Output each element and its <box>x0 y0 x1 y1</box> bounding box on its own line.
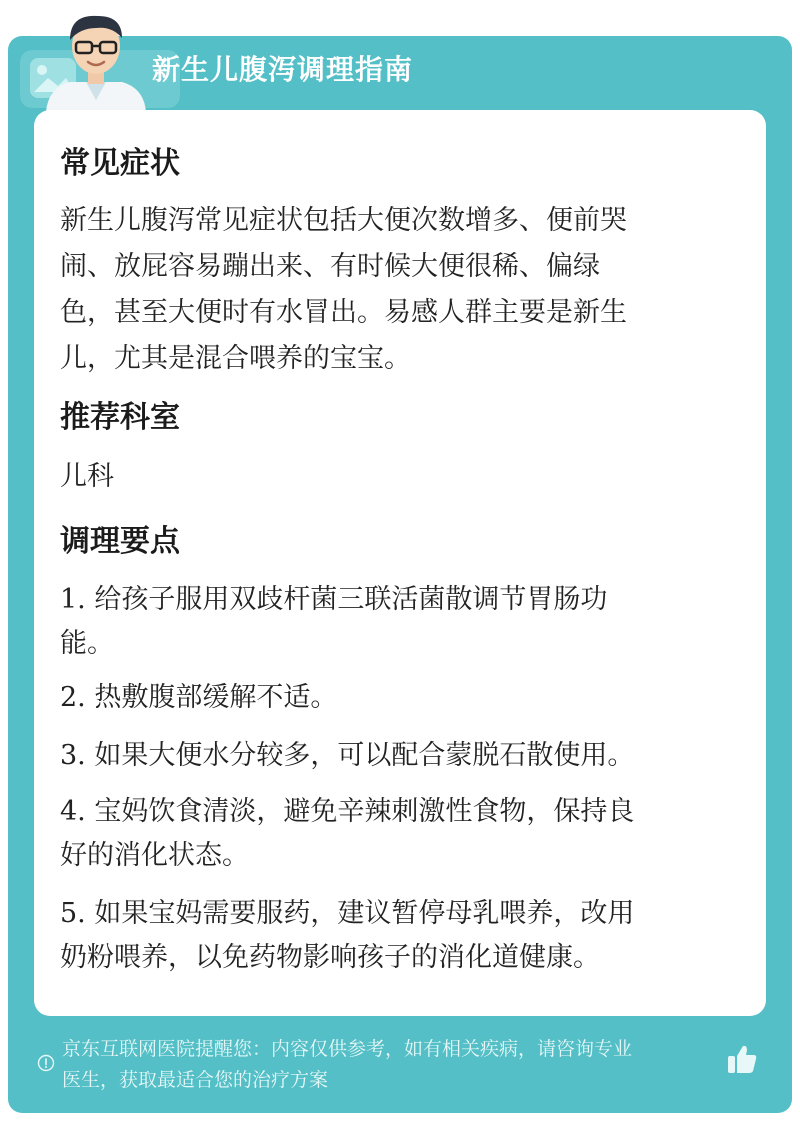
care-item <box>60 790 732 878</box>
care-item-number: 2. <box>60 682 86 713</box>
care-item-text: 奶粉喂养，以免药物影响孩子的消化道健康。 <box>60 942 600 973</box>
page-title: 新生儿腹泻调理指南 <box>152 53 414 86</box>
care-item <box>60 578 732 666</box>
care-item-text: 好的消化状态。 <box>60 840 249 871</box>
care-item-text: 能。 <box>60 628 114 659</box>
symptoms-line: 新生儿腹泻常见症状包括大便次数增多、便前哭 <box>60 205 627 236</box>
care-item-number: 5. <box>60 898 86 929</box>
department-heading: 推荐科室 <box>60 400 180 435</box>
care-item-text: 如果大便水分较多，可以配合蒙脱石散使用。 <box>94 740 635 771</box>
disclaimer-line: 京东互联网医院提醒您：内容仅供参考，如有相关疾病，请咨询专业 <box>62 1038 633 1060</box>
care-item-number: 1. <box>60 584 86 615</box>
disclaimer <box>62 1034 730 1096</box>
symptoms-line: 色，甚至大便时有水冒出。易感人群主要是新生 <box>60 297 627 328</box>
symptoms-line: 儿，尤其是混合喂养的宝宝。 <box>60 343 411 374</box>
care-item <box>60 676 732 720</box>
care-item-text: 给孩子服用双歧杆菌三联活菌散调节胃肠功 <box>94 584 608 615</box>
disclaimer-line: 医生，获取最适合您的治疗方案 <box>62 1069 329 1091</box>
department-value: 儿科 <box>60 461 114 492</box>
care-item <box>60 734 732 778</box>
care-item-text: 热敷腹部缓解不适。 <box>94 682 338 713</box>
symptoms-heading: 常见症状 <box>60 146 180 181</box>
symptoms-text <box>60 198 730 382</box>
care-item <box>60 892 732 980</box>
thumbs-up-icon[interactable] <box>724 1041 760 1077</box>
care-item-text: 如果宝妈需要服药，建议暂停母乳喂养，改用 <box>94 898 635 929</box>
info-icon <box>37 1054 55 1072</box>
care-heading: 调理要点 <box>60 524 180 559</box>
care-item-number: 3. <box>60 740 86 771</box>
doctor-avatar-icon <box>40 4 152 112</box>
care-item-text: 宝妈饮食清淡，避免辛辣刺激性食物，保持良 <box>94 796 635 827</box>
care-item-number: 4. <box>60 796 86 827</box>
symptoms-line: 闹、放屁容易蹦出来、有时候大便很稀、偏绿 <box>60 251 600 282</box>
